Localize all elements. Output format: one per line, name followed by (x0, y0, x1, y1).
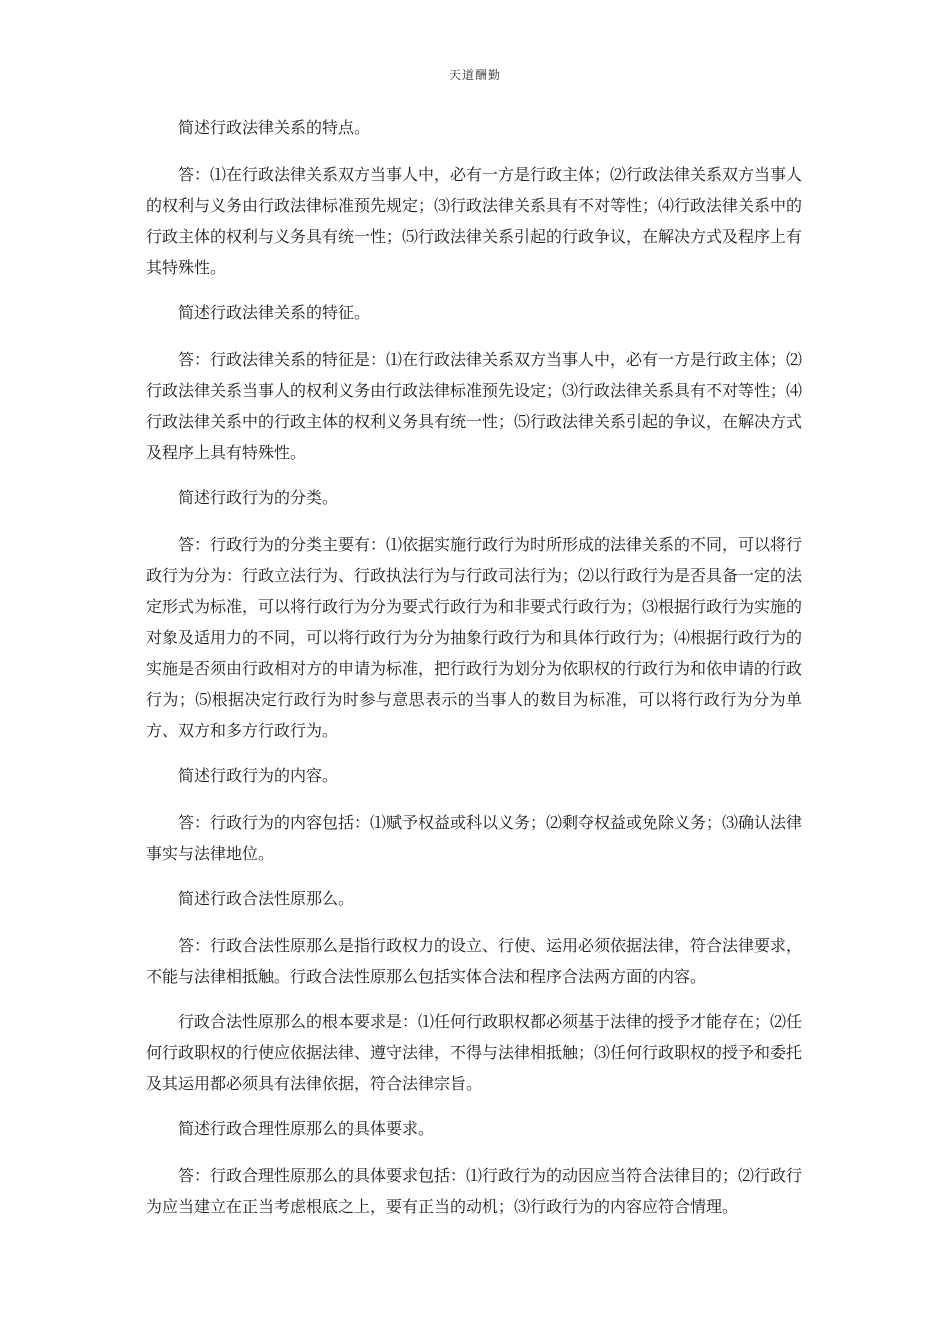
answer-paragraph: 答：⑴在行政法律关系双方当事人中，必有一方是行政主体；⑵行政法律关系双方当事人的权利与义务由行政法律标准预先规定；⑶行政法律关系具有不对等性；⑷行政法律关系中的行政主体的权利与义务具有统一性；⑸行政法律关系引起的行政争议，在解决方式及程序上有其特殊性。 (146, 165, 803, 277)
answer-paragraph: 答：行政合法性原那么是指行政权力的设立、行使、运用必须依据法律，符合法律要求，不能与法律相抵触。行政合法性原那么包括实体合法和程序合法两方面的内容。 (146, 936, 803, 986)
question-paragraph: 简述行政合理性原那么的具体要求。 (178, 1119, 435, 1138)
question-paragraph: 简述行政合法性原那么。 (178, 889, 355, 908)
document-body (146, 112, 802, 1236)
question-paragraph: 简述行政行为的内容。 (178, 766, 339, 785)
answer-paragraph: 答：行政合理性原那么的具体要求包括：⑴行政行为的动因应当符合法律目的；⑵行政行为应当建立在正当考虑根底之上，要有正当的动机；⑶行政行为的内容应符合情理。 (146, 1166, 803, 1216)
answer-paragraph: 答：行政行为的分类主要有：⑴依据实施行政行为时所形成的法律关系的不同，可以将行政行为分为：行政立法行为、行政执法行为与行政司法行为；⑵以行政行为是否具备一定的法定形式为标准，可以将行政行为分为要式行政行为和非要式行政行为；⑶根据行政行为实施的对象及适用力的不同，可以将行政行为分为抽象行政行为和具体行政行为；⑷根据行政行为的实施是否须由行政相对方的申请为标准，把行政行为划分为依职权的行政行为和依申请的行政行为；⑸根据决定行政行为时参与意思表示的当事人的数目为标准，可以将行政行为分为单方、双方和多方行政行为。 (146, 535, 803, 740)
question-paragraph: 简述行政法律关系的特点。 (178, 118, 371, 137)
answer-paragraph: 答：行政行为的内容包括：⑴赋予权益或科以义务；⑵剩夺权益或免除义务；⑶确认法律事实与法律地位。 (146, 813, 803, 863)
answer-paragraph: 答：行政法律关系的特征是：⑴在行政法律关系双方当事人中，必有一方是行政主体；⑵行政法律关系当事人的权利义务由行政法律标准预先设定；⑶行政法律关系具有不对等性；⑷行政法律关系中的行政主体的权利义务具有统一性；⑸行政法律关系引起的争议，在解决方式及程序上具有特殊性。 (146, 350, 803, 462)
question-paragraph: 简述行政法律关系的特征。 (178, 303, 371, 322)
page-header: 天道酬勤 (448, 68, 501, 82)
answer-paragraph: 行政合法性原那么的根本要求是：⑴任何行政职权都必须基于法律的授予才能存在；⑵任何行政职权的行使应依据法律、遵守法律，不得与法律相抵触；⑶任何行政职权的授予和委托及其运用都必须具有法律依据，符合法律宗旨。 (146, 1012, 803, 1093)
question-paragraph: 简述行政行为的分类。 (178, 488, 339, 507)
